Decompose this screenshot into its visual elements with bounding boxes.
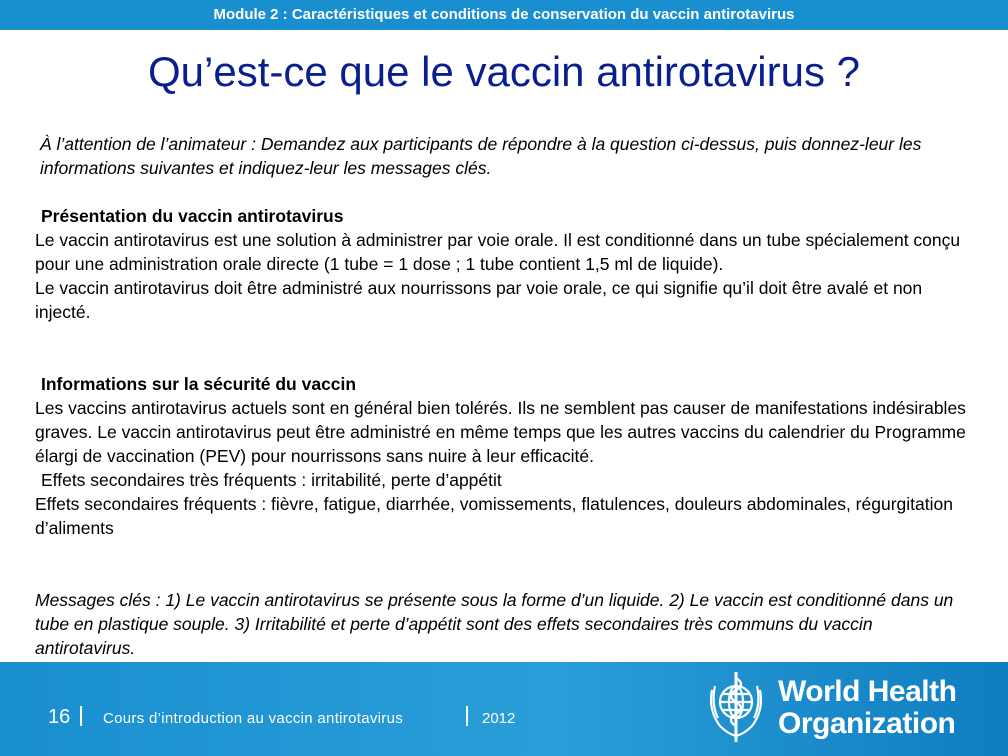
who-wordmark-line1: World Health: [778, 675, 957, 708]
page-number: 16: [48, 706, 71, 728]
safety-paragraph: Les vaccins antirotavirus actuels sont en général bien tolérés. Ils ne semblent pas causer de manifestations indésirables graves. Le vaccin antirotavirus peut être administré en même temps que les autres vaccins du calendrier du Programme élargi de vaccination (PEV) pour nourrissons sans nuire à leur efficacité.: [35, 398, 966, 466]
who-wordmark: [778, 676, 956, 740]
presentation-section: [35, 204, 975, 324]
footer-separator: [80, 706, 82, 726]
footer-year: 2012: [482, 710, 516, 727]
slide-title: Qu’est-ce que le vaccin antirotavirus ?: [147, 48, 860, 95]
safety-section: [35, 372, 975, 540]
footer-separator: [466, 706, 468, 726]
presentation-paragraph-1: Le vaccin antirotavirus est une solution à administrer par voie orale. Il est conditionné dans un tube spécialement conçu pour une administration orale directe (1 tube = 1 dose ; 1 tube contient 1,5 ml de liquide).: [35, 230, 961, 274]
course-title: Cours d’introduction au vaccin antirotavirus: [103, 710, 404, 727]
footer: [0, 662, 1008, 756]
very-frequent-effects: Effets secondaires très fréquents : irritabilité, perte d’appétit: [41, 470, 502, 490]
who-wordmark-line2: Organization: [778, 707, 956, 740]
presentation-paragraph-2: Le vaccin antirotavirus doit être administré aux nourrissons par voie orale, ce qui signifie qu’il doit être avalé et non injecté.: [35, 278, 923, 322]
facilitator-note: À l’attention de l’animateur : Demandez aux participants de répondre à la question ci-dessus, puis donnez-leur les informations suivantes et indiquez-leur les messages clés.: [40, 134, 922, 178]
safety-heading: Informations sur la sécurité du vaccin: [41, 374, 357, 394]
key-messages: Messages clés : 1) Le vaccin antirotavirus se présente sous la forme d’un liquide. 2) Le vaccin est conditionné dans un tube en plastique souple. 3) Irritabilité et perte d’appétit sont des effets secondaires très communs du vaccin antirotavirus.: [35, 590, 954, 658]
module-header: Module 2 : Caractéristiques et conditions de conservation du vaccin antirotavirus: [0, 0, 1008, 30]
frequent-effects: Effets secondaires fréquents : fièvre, fatigue, diarrhée, vomissements, flatulences, douleurs abdominales, régurgitation d’aliments: [35, 494, 953, 538]
presentation-heading: Présentation du vaccin antirotavirus: [41, 206, 344, 226]
who-emblem-icon: [706, 670, 766, 744]
